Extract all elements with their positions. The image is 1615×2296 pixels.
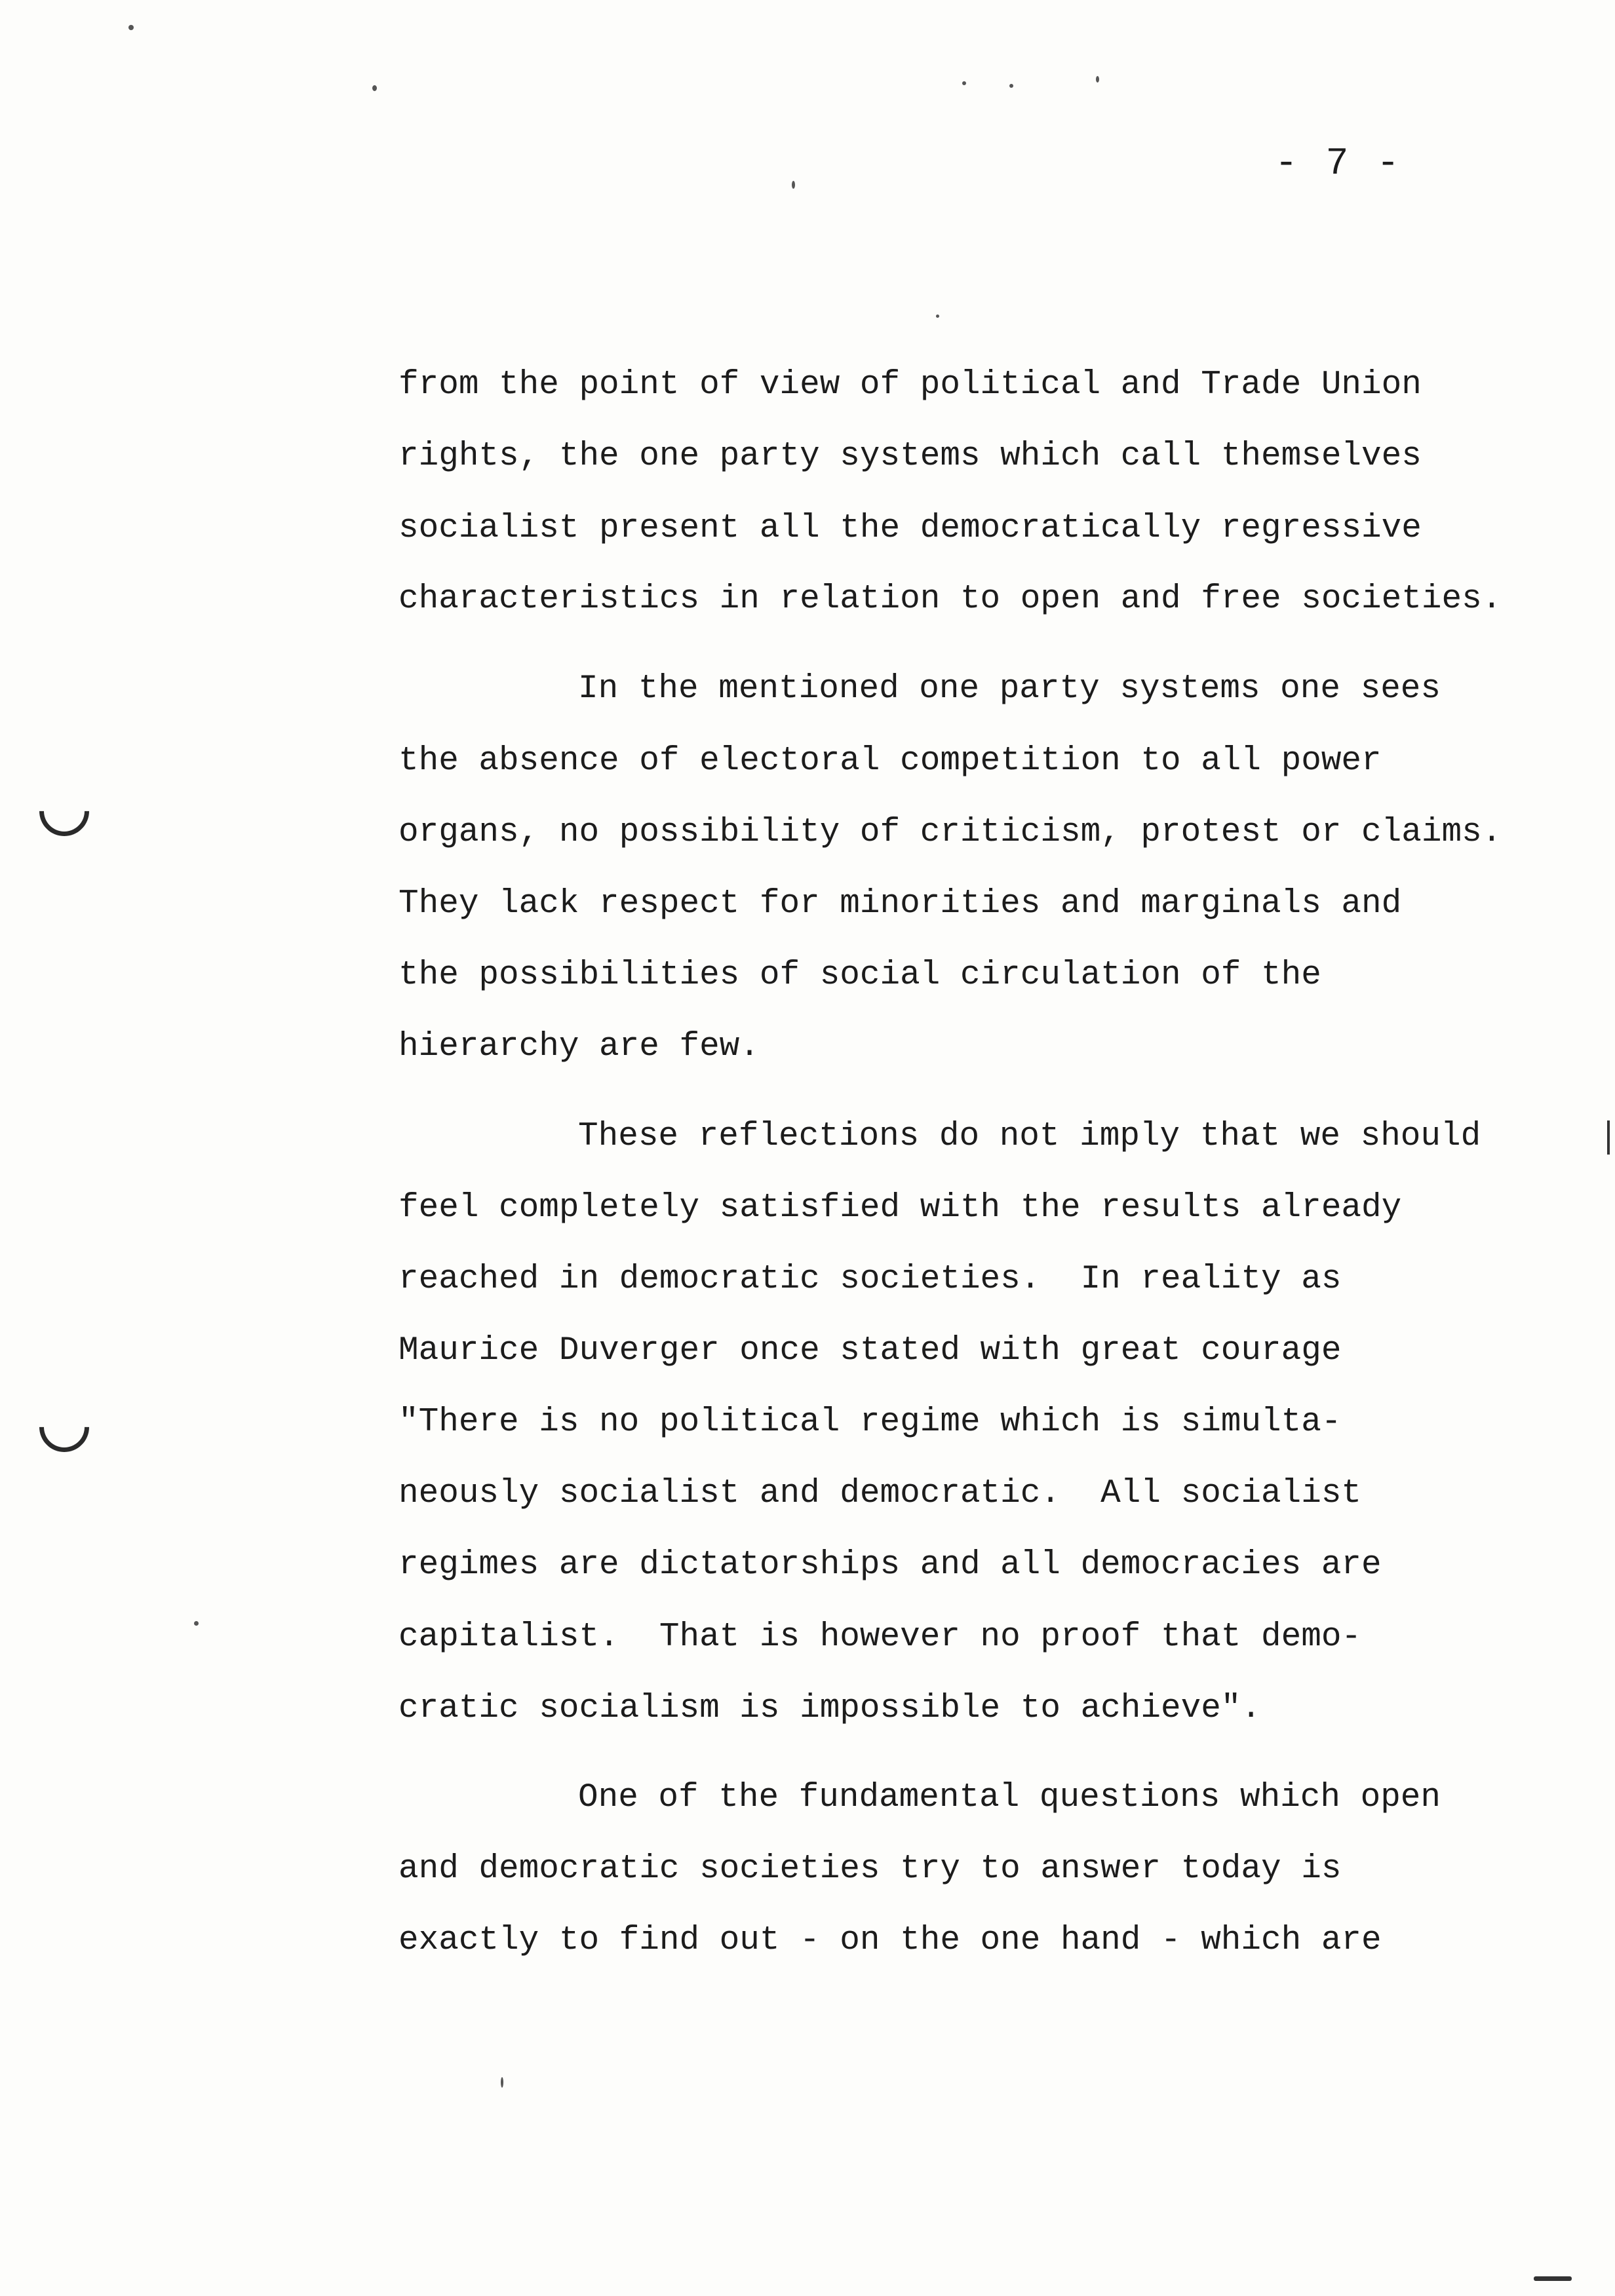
speck — [936, 315, 939, 318]
speck — [128, 25, 134, 30]
text-line: reached in democratic societies. In reality as — [399, 1261, 1342, 1298]
text-line: and democratic societies try to answer today is — [399, 1850, 1342, 1888]
speck — [792, 181, 795, 189]
punch-hole-mark-lower — [29, 1392, 99, 1462]
corner-smudge — [1534, 2276, 1572, 2281]
text-line: feel completely satisfied with the results already — [399, 1189, 1402, 1227]
text-line: organs, no possibility of criticism, protest or claims. — [399, 814, 1502, 851]
speck — [372, 85, 377, 91]
text-line: the absence of electoral competition to all power — [399, 742, 1382, 780]
margin-mark — [1607, 1120, 1610, 1155]
speck — [1096, 76, 1099, 83]
text-line: In the mentioned one party systems one sees — [578, 670, 1441, 708]
text-line: rights, the one party systems which call themselves — [399, 438, 1422, 475]
text-line: Maurice Duverger once stated with great courage — [399, 1332, 1342, 1369]
text-line: the possibilities of social circulation of the — [399, 957, 1321, 994]
text-line: They lack respect for minorities and marginals and — [399, 885, 1402, 923]
speck — [501, 2077, 503, 2088]
text-line: from the point of view of political and Trade Union — [399, 366, 1422, 404]
speck — [194, 1621, 199, 1626]
text-line: exactly to find out - on the one hand - which are — [399, 1922, 1382, 1959]
text-line: characteristics in relation to open and free societies. — [399, 581, 1502, 618]
text-line: socialist present all the democratically regressive — [399, 510, 1422, 547]
speck — [1009, 84, 1013, 88]
text-line: cratic socialism is impossible to achieve". — [399, 1690, 1262, 1727]
text-line: These reflections do not imply that we should — [578, 1118, 1481, 1155]
speck — [962, 81, 966, 85]
page-number: - 7 - — [1275, 143, 1403, 185]
punch-hole-mark-upper — [29, 776, 99, 846]
text-line: hierarchy are few. — [399, 1028, 760, 1065]
text-line: neously socialist and democratic. All socialist — [399, 1475, 1362, 1512]
text-line: One of the fundamental questions which open — [578, 1779, 1441, 1816]
text-line: regimes are dictatorships and all democracies are — [399, 1546, 1382, 1584]
text-line: capitalist. That is however no proof that demo- — [399, 1618, 1362, 1656]
text-line: "There is no political regime which is simulta- — [399, 1404, 1342, 1441]
